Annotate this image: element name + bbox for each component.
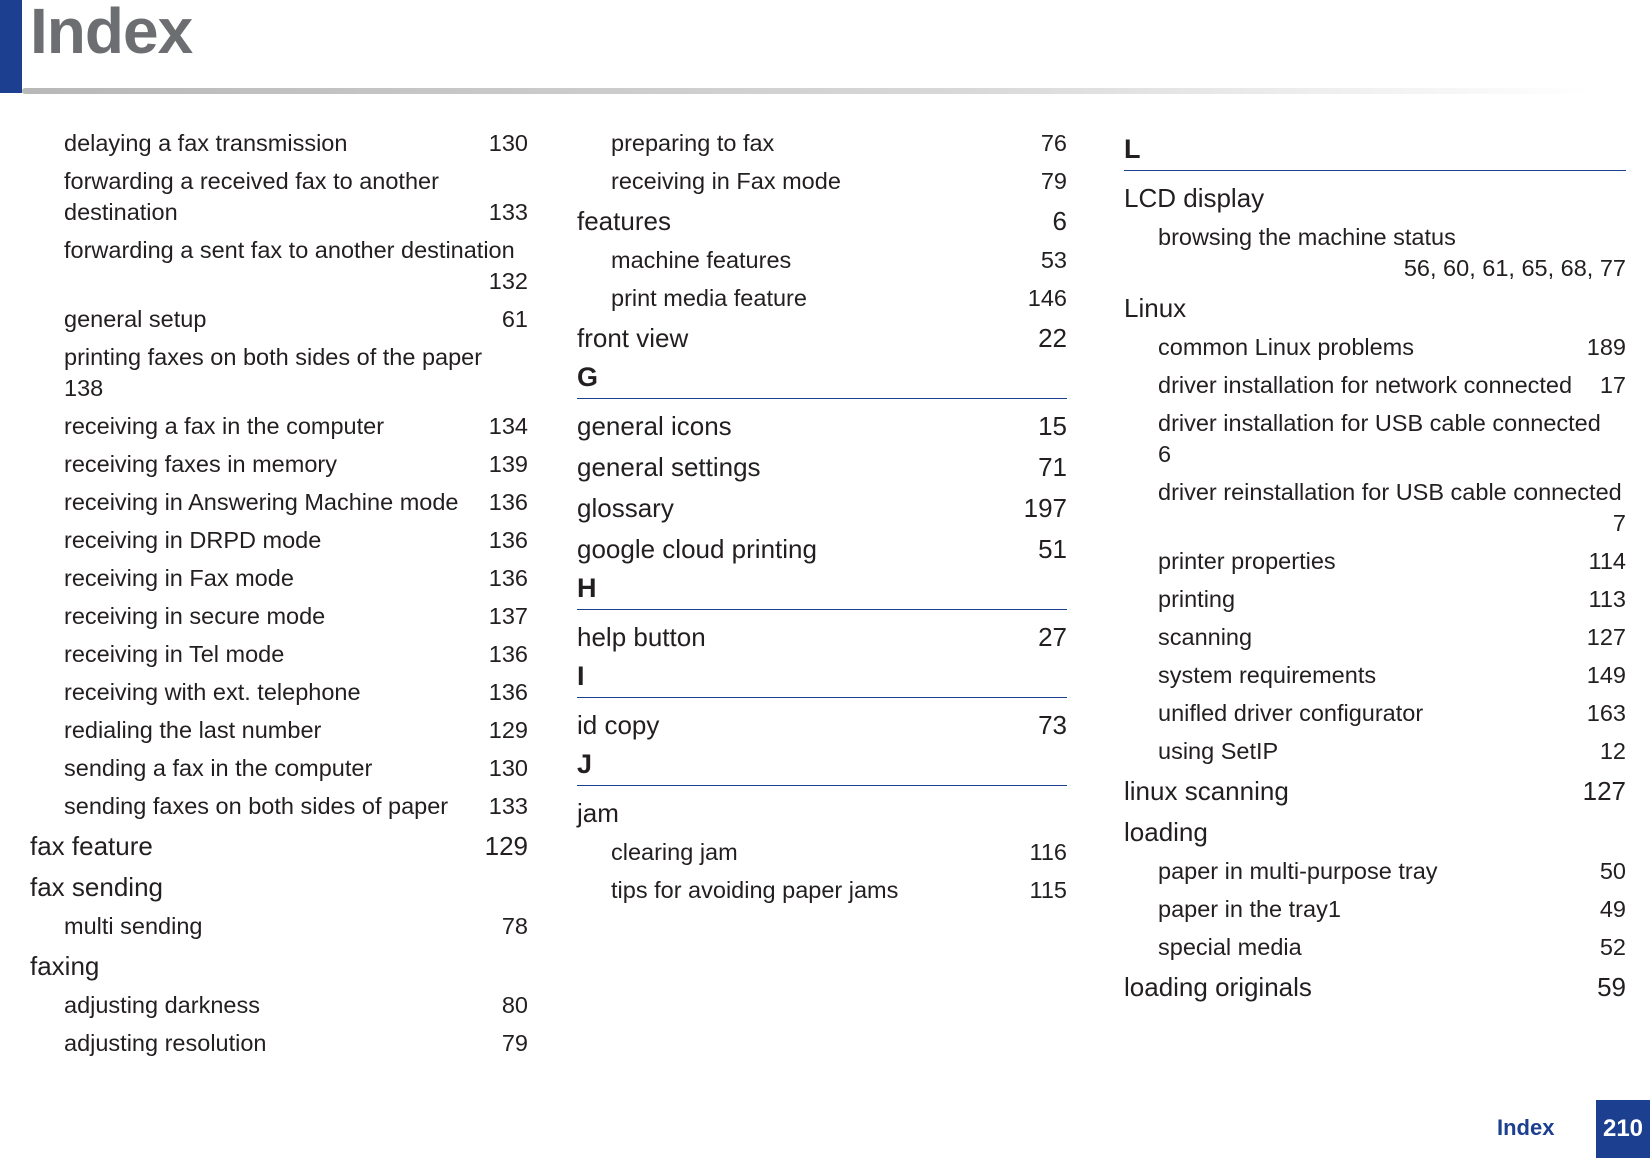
index-entry: receiving in Answering Machine mode 136 (64, 489, 528, 515)
section-letter-h: H (577, 573, 1067, 610)
index-entry: driver reinstallation for USB cable connected 7 (1158, 479, 1626, 536)
index-entry: sending faxes on both sides of paper 133 (64, 793, 528, 819)
index-entry: forwarding a sent fax to another destination 132 (64, 237, 528, 294)
footer-section-label: Index (1497, 1115, 1555, 1140)
index-entry: receiving in Fax mode 79 (611, 168, 1067, 194)
index-entry: receiving faxes in memory 139 (64, 451, 528, 477)
section-letter-i: I (577, 661, 1067, 698)
index-entry: system requirements 149 (1158, 662, 1626, 688)
index-entry-main: google cloud printing 51 (577, 534, 1067, 564)
index-entry: receiving in Tel mode 136 (64, 641, 528, 667)
index-entry: delaying a fax transmission 130 (64, 130, 528, 156)
header-divider (22, 88, 1592, 94)
index-column-2 (577, 128, 1067, 913)
index-entry-main: LCD display (1124, 183, 1265, 213)
header-accent-bar (0, 0, 22, 93)
index-entry: tips for avoiding paper jams 115 (611, 877, 1067, 903)
index-entry: print media feature 146 (611, 285, 1067, 311)
index-entry: receiving a fax in the computer 134 (64, 413, 528, 439)
index-entry-main: faxing (30, 951, 100, 981)
index-entry: clearing jam 116 (611, 839, 1067, 865)
index-entry: scanning 127 (1158, 624, 1626, 650)
index-entry: adjusting darkness 80 (64, 992, 528, 1018)
index-column-1 (30, 128, 528, 1066)
index-entry-main: general icons 15 (577, 411, 1067, 441)
index-entry: paper in the tray1 49 (1158, 896, 1626, 922)
index-entry: common Linux problems 189 (1158, 334, 1626, 360)
index-entry: paper in multi-purpose tray 50 (1158, 858, 1626, 884)
index-entry: receiving in secure mode 137 (64, 603, 528, 629)
section-letter-l: L (1124, 134, 1626, 171)
index-entry: multi sending 78 (64, 913, 528, 939)
index-entry-main: fax feature 129 (30, 831, 528, 861)
index-entry-main: help button 27 (577, 622, 1067, 652)
index-entry: receiving in DRPD mode 136 (64, 527, 528, 553)
index-entry: printing 113 (1158, 586, 1626, 612)
index-entry: redialing the last number 129 (64, 717, 528, 743)
index-entry: general setup 61 (64, 306, 528, 332)
index-column-3 (1124, 128, 1626, 1011)
index-entry-main: loading originals 59 (1124, 972, 1626, 1002)
index-entry: driver installation for USB cable connected 6 (1158, 410, 1601, 467)
index-entry: using SetIP 12 (1158, 738, 1626, 764)
index-entry-main: id copy 73 (577, 710, 1067, 740)
index-entry: machine features 53 (611, 247, 1067, 273)
section-letter-j: J (577, 749, 1067, 786)
index-entry: browsing the machine status 56, 60, 61, 65, 68, 77 (1158, 224, 1626, 281)
index-entry-main: Linux (1124, 293, 1187, 323)
index-entry-main: jam (577, 798, 619, 828)
index-entry-main: linux scanning 127 (1124, 776, 1626, 806)
section-letter-g: G (577, 362, 1067, 399)
index-entry: special media 52 (1158, 934, 1626, 960)
index-entry: printing faxes on both sides of the paper 138 (64, 344, 483, 401)
page-number: 210 (1596, 1100, 1650, 1158)
index-entry: forwarding a received fax to another destination 133 (64, 168, 528, 225)
index-entry-main: loading (1124, 817, 1208, 847)
index-entry-main: fax sending (30, 872, 163, 902)
index-entry-main: features 6 (577, 206, 1067, 236)
page-title: Index (30, 0, 193, 67)
index-entry: sending a fax in the computer 130 (64, 755, 528, 781)
index-entry: receiving with ext. telephone 136 (64, 679, 528, 705)
index-entry: unifled driver configurator 163 (1158, 700, 1626, 726)
index-entry: printer properties 114 (1158, 548, 1626, 574)
index-entry-main: glossary 197 (577, 493, 1067, 523)
index-entry: preparing to fax 76 (611, 130, 1067, 156)
index-entry-main: general settings 71 (577, 452, 1067, 482)
index-entry: receiving in Fax mode 136 (64, 565, 528, 591)
index-entry: driver installation for network connected 17 (1158, 372, 1626, 398)
index-entry-main: front view 22 (577, 323, 1067, 353)
index-entry: adjusting resolution 79 (64, 1030, 528, 1056)
